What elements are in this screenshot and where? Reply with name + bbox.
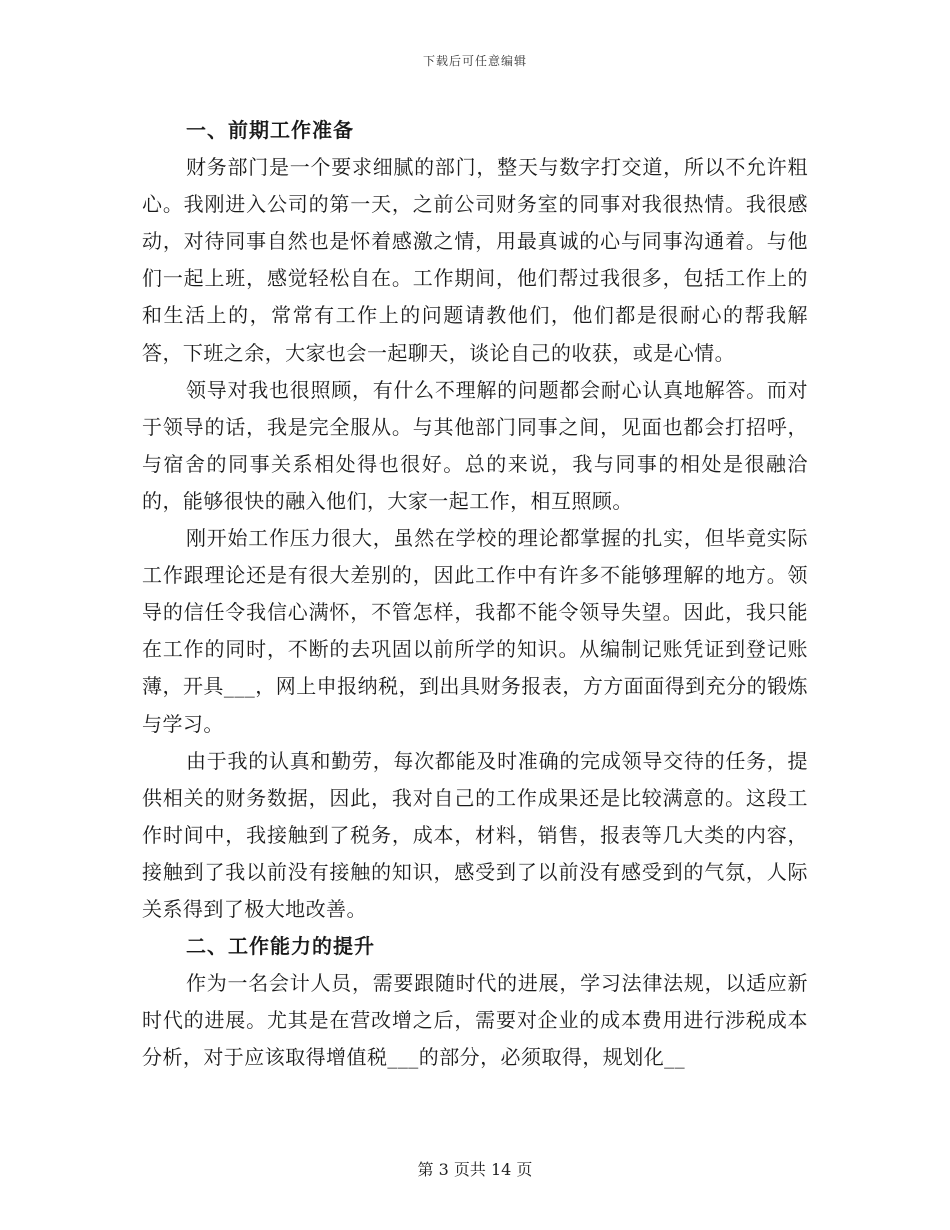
section-heading-1: 一、前期工作准备 [186, 118, 354, 142]
paragraph: 作为一名会计人员，需要跟随时代的进展，学习法律法规，以适应新时代的进展。尤其是在营改增之后，需要对企业的成本费用进行涉税成本分析，对于应该取得增值税___的部分，必须取得，规划化__ [142, 971, 808, 1070]
page-header: 下载后可任意编辑 [422, 54, 527, 68]
paragraph: 财务部门是一个要求细腻的部门，整天与数字打交道，所以不允许粗心。我刚进入公司的第一天，之前公司财务室的同事对我很热情。我很感动，对待同事自然也是怀着感激之情，用最真诚的心与同事沟通着。与他们一起上班，感觉轻松自在。工作期间，他们帮过我很多，包括工作上的和生活上的，常常有工作上的问题请教他们，他们都是很耐心的帮我解答，下班之余，大家也会一起聊天，谈论自己的收获，或是心情。 [142, 155, 808, 365]
page-footer: 第 3 页共 14 页 [417, 1160, 533, 1179]
paragraph: 刚开始工作压力很大，虽然在学校的理论都掌握的扎实，但毕竟实际工作跟理论还是有很大差别的，因此工作中有许多不能够理解的地方。领导的信任令我信心满怀，不管怎样，我都不能令领导失望。因此，我只能在工作的同时，不断的去巩固以前所学的知识。从编制记账凭证到登记账薄，开具___，网上申报纳税，到出具财务报表，方方面面得到充分的锻炼与学习。 [142, 526, 808, 736]
section-heading-2: 二、工作能力的提升 [186, 934, 375, 959]
document-body [142, 112, 808, 1076]
paragraph: 领导对我也很照顾，有什么不理解的问题都会耐心认真地解答。而对于领导的话，我是完全服从。与其他部门同事之间，见面也都会打招呼，与宿舍的同事关系相处得也很好。总的来说，我与同事的相处是很融洽的，能够很快的融入他们，大家一起工作，相互照顾。 [142, 377, 808, 513]
paragraph: 由于我的认真和勤劳，每次都能及时准确的完成领导交待的任务，提供相关的财务数据，因此，我对自己的工作成果还是比较满意的。这段工作时间中，我接触到了税务，成本，材料，销售，报表等几大类的内容，接触到了我以前没有接触的知识，感受到了以前没有感受到的气氛，人际关系得到了极大地改善。 [142, 748, 808, 921]
